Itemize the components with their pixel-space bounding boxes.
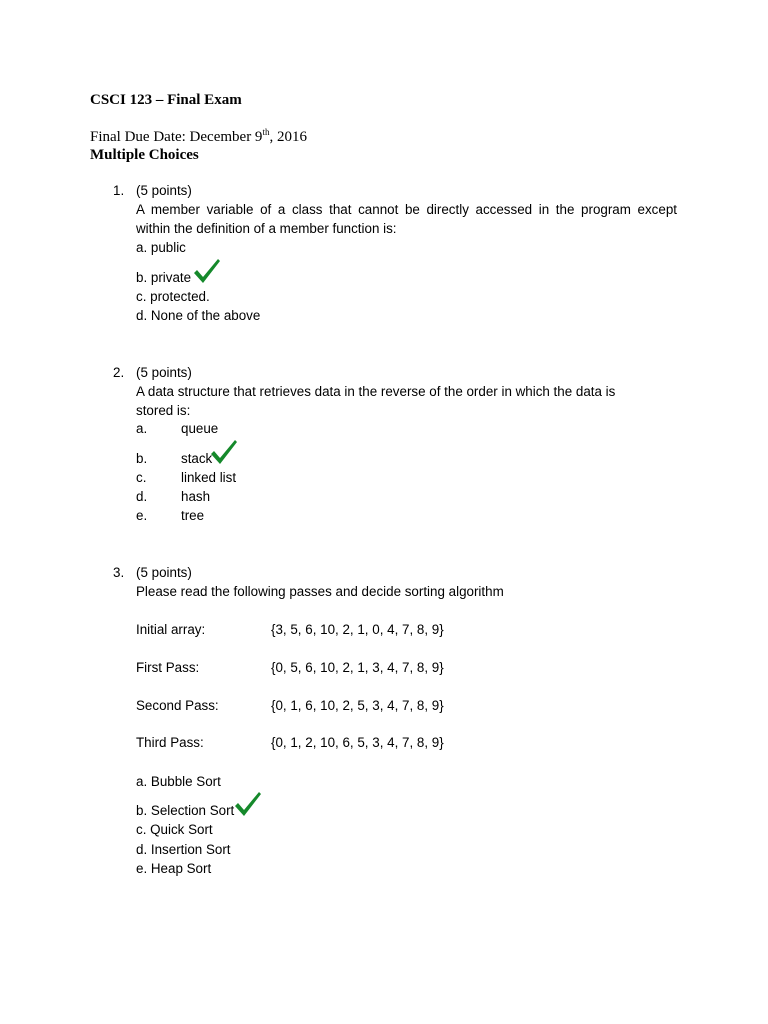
due-date-prefix: Final Due Date: December 9: [90, 129, 263, 145]
question-3-points: (5 points): [136, 565, 192, 580]
question-2-option-b-letter: b.: [136, 451, 148, 466]
question-3-number: 3.: [113, 565, 125, 580]
question-1-points: (5 points): [136, 183, 192, 198]
check-mark-icon: [210, 439, 238, 465]
exam-title: CSCI 123 – Final Exam: [90, 92, 242, 108]
question-2-text-line1: A data structure that retrieves data in the reverse of the order in which the data is: [136, 384, 616, 399]
question-2-option-a-letter: a.: [136, 421, 148, 436]
pass-array-initial: {3, 5, 6, 10, 2, 1, 0, 4, 7, 8, 9}: [271, 622, 444, 637]
question-3-text-line1: Please read the following passes and decide sorting algorithm: [136, 584, 504, 599]
question-3-option-e: e. Heap Sort: [136, 861, 212, 876]
question-1-text-line1: A member variable of a class that cannot be directly accessed in the program except: [136, 202, 677, 217]
due-date: [90, 129, 307, 146]
question-2-points: (5 points): [136, 365, 192, 380]
question-3-option-a: a. Bubble Sort: [136, 774, 221, 789]
question-2-option-b-text: stack: [181, 451, 213, 466]
question-2-option-d-text: hash: [181, 489, 211, 504]
due-date-superscript: th: [262, 127, 270, 137]
due-date-suffix: , 2016: [269, 129, 307, 145]
question-1-text-line2: within the definition of a member function is:: [136, 221, 397, 236]
pass-label-initial: Initial array:: [136, 622, 206, 637]
question-3-option-b: b. Selection Sort: [136, 803, 235, 818]
pass-label-third: Third Pass:: [136, 735, 204, 750]
question-1-option-a: a. public: [136, 240, 186, 255]
question-1-number: 1.: [113, 183, 125, 198]
check-mark-icon: [193, 258, 221, 284]
question-1-option-c: c. protected.: [136, 289, 210, 304]
question-2-option-a-text: queue: [181, 421, 219, 436]
question-2-option-e-text: tree: [181, 508, 205, 523]
question-3-option-d: d. Insertion Sort: [136, 842, 231, 857]
pass-array-first: {0, 5, 6, 10, 2, 1, 3, 4, 7, 8, 9}: [271, 660, 444, 675]
question-2-number: 2.: [113, 365, 125, 380]
question-1-option-b: b. private: [136, 270, 192, 285]
question-2-text-line2: stored is:: [136, 403, 191, 418]
question-2-option-d-letter: d.: [136, 489, 148, 504]
pass-array-second: {0, 1, 6, 10, 2, 5, 3, 4, 7, 8, 9}: [271, 698, 444, 713]
question-2-option-c-text: linked list: [181, 470, 237, 485]
pass-label-first: First Pass:: [136, 660, 200, 675]
question-1-option-d: d. None of the above: [136, 308, 261, 323]
pass-array-third: {0, 1, 2, 10, 6, 5, 3, 4, 7, 8, 9}: [271, 735, 444, 750]
section-title: Multiple Choices: [90, 147, 199, 163]
question-2-option-c-letter: c.: [136, 470, 147, 485]
check-mark-icon: [234, 791, 262, 817]
question-2-option-e-letter: e.: [136, 508, 148, 523]
pass-label-second: Second Pass:: [136, 698, 219, 713]
question-3-option-c: c. Quick Sort: [136, 822, 213, 837]
